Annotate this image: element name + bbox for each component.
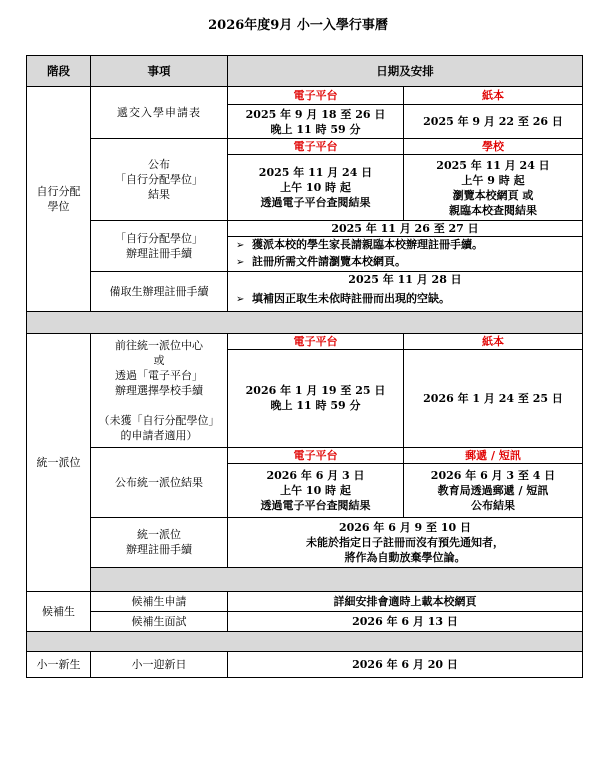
stage-central-allocation: 統一派位 bbox=[27, 333, 91, 591]
register-bullet-1: ➢ 獲派本校的學生家長請親臨本校辦理註冊手續。 bbox=[228, 237, 583, 254]
apply-electronic-date: 2025 年 9 月 18 至 26 日 晚上 11 時 59 分 bbox=[228, 105, 404, 139]
separator-row bbox=[27, 311, 583, 333]
item-register-self: 「自行分配學位」 辦理註冊手續 bbox=[91, 221, 228, 272]
waitlist-apply-text: 詳細安排會適時上載本校網頁 bbox=[228, 591, 583, 611]
arrow-icon: ➢ bbox=[236, 256, 245, 268]
item-apply: 遞交入學申請表 bbox=[91, 87, 228, 139]
label-electronic: 電子平台 bbox=[228, 447, 404, 463]
waitlist-interview-date: 2026 年 6 月 13 日 bbox=[228, 611, 583, 631]
label-electronic: 電子平台 bbox=[228, 87, 404, 105]
waitlist-register-date: 2025 年 11 月 28 日 bbox=[228, 271, 583, 287]
header-schedule: 日期及安排 bbox=[228, 56, 583, 87]
stage-self-allocation: 自行分配 學位 bbox=[27, 87, 91, 312]
announce-electronic-date: 2025 年 11 月 24 日 上午 10 時 起 透過電子平台查閱結果 bbox=[228, 155, 404, 221]
waitlist-register-bullet: ➢ 填補因正取生未依時註冊而出現的空缺。 bbox=[228, 287, 583, 311]
choose-electronic-date: 2026 年 1 月 19 至 25 日 晚上 11 時 59 分 bbox=[228, 349, 404, 447]
announce-central-electronic: 2026 年 6 月 3 日 上午 10 時 起 透過電子平台查閱結果 bbox=[228, 463, 404, 517]
header-item: 事項 bbox=[91, 56, 228, 87]
item-waitlist-register: 備取生辦理註冊手續 bbox=[91, 271, 228, 311]
announce-school-date: 2025 年 11 月 24 日 上午 9 時 起 瀏覽本校網頁 或 親臨本校查閱結果 bbox=[404, 155, 583, 221]
page-title: 2026年度9月 小一入學行事曆 bbox=[208, 18, 388, 33]
apply-paper-date: 2025 年 9 月 22 至 26 日 bbox=[404, 105, 583, 139]
p1-orientation-date: 2026 年 6 月 20 日 bbox=[228, 651, 583, 677]
register-bullet-2: ➢ 註冊所需文件請瀏覽本校網頁。 bbox=[228, 253, 583, 271]
arrow-icon: ➢ bbox=[236, 293, 245, 305]
arrow-icon: ➢ bbox=[236, 240, 245, 251]
label-electronic: 電子平台 bbox=[228, 333, 404, 349]
item-choose-school: 前往統一派位中心 或 透過「電子平台」 辦理選擇學校手續 （未獲「自行分配學位」 的申請者適用） bbox=[91, 333, 228, 447]
label-electronic: 電子平台 bbox=[228, 139, 404, 155]
item-waitlist-interview: 候補生面試 bbox=[91, 611, 228, 631]
schedule-table bbox=[26, 55, 583, 678]
label-paper: 紙本 bbox=[404, 333, 583, 349]
stage-waitlist: 候補生 bbox=[27, 591, 91, 631]
item-register-central: 統一派位 辦理註冊手續 bbox=[91, 517, 228, 567]
item-announce-central: 公布統一派位結果 bbox=[91, 447, 228, 517]
header-row bbox=[27, 56, 583, 87]
header-stage: 階段 bbox=[27, 56, 91, 87]
item-p1-orientation: 小一迎新日 bbox=[91, 651, 228, 677]
announce-central-post: 2026 年 6 月 3 至 4 日 教育局透過郵遞 / 短訊 公布結果 bbox=[404, 463, 583, 517]
label-paper: 紙本 bbox=[404, 87, 583, 105]
register-date: 2025 年 11 月 26 至 27 日 bbox=[228, 221, 583, 237]
choose-paper-date: 2026 年 1 月 24 至 25 日 bbox=[404, 349, 583, 447]
item-announce-self: 公布 「自行分配學位」 結果 bbox=[91, 139, 228, 221]
label-school: 學校 bbox=[404, 139, 583, 155]
separator-row bbox=[27, 567, 583, 591]
item-waitlist-apply: 候補生申請 bbox=[91, 591, 228, 611]
separator-row bbox=[27, 631, 583, 651]
stage-p1: 小一新生 bbox=[27, 651, 91, 677]
register-central-text: 2026 年 6 月 9 至 10 日 未能於指定日子註冊而沒有預先通知者， 將作為自動放棄學位論。 bbox=[228, 517, 583, 567]
label-post-sms: 郵遞 / 短訊 bbox=[404, 447, 583, 463]
